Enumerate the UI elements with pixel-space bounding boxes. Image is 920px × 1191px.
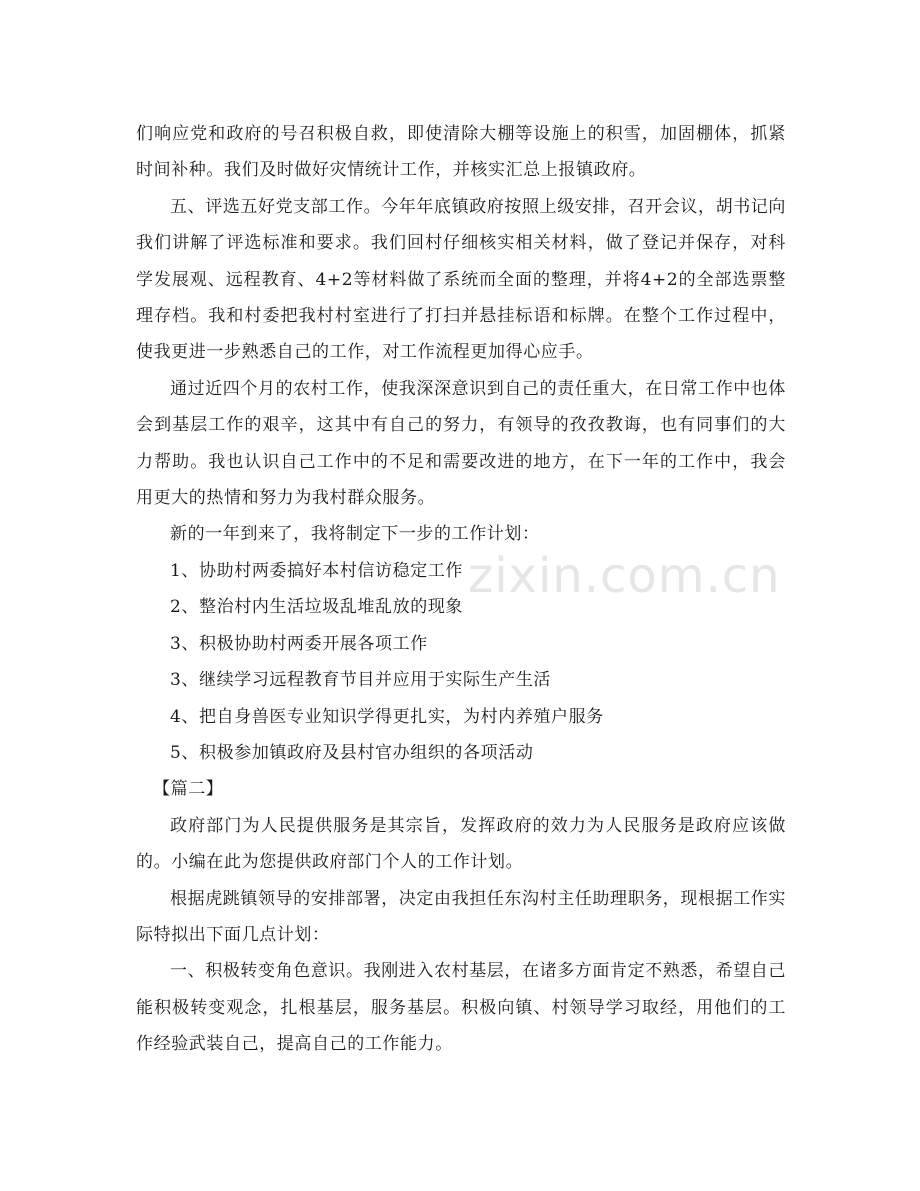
list-item: 4、把自身兽医专业知识学得更扎实，为村内养殖户服务 xyxy=(170,706,604,727)
watermark: zixin.com.cn xyxy=(468,548,781,604)
list-item: 3、继续学习远程教育节目并应用于实际生产生活 xyxy=(170,670,552,691)
paragraph-section-five: 五、评选五好党支部工作。今年年底镇政府按照上级安排，召开会议，胡书记向我们讲解了评选标准和要求。我们回村仔细核实相关材料，做了登记并保存，对科学发展观、远程教育、4+2等材料做了系统而全面的整理，并将4+2的全部选票整理存档。我和村委把我村村室进行了打扫并悬挂标语和标牌。在整个工作过程中，使我更进一步熟悉自己的工作，对工作流程更加得心应手。 xyxy=(136,196,786,363)
document-body xyxy=(136,116,786,1063)
paragraph-purpose: 政府部门为人民提供服务是其宗旨，发挥政府的效力为人民服务是政府应该做的。小编在此为您提供政府部门个人的工作计划。 xyxy=(136,815,786,873)
list-item: 3、积极协助村两委开展各项工作 xyxy=(170,633,428,654)
list-item: 2、整治村内生活垃圾乱堆乱放的现象 xyxy=(170,597,464,618)
paragraph-summary: 通过近四个月的农村工作，使我深深意识到自己的责任重大，在日常工作中也体会到基层工作的艰辛，这其中有自己的努力，有领导的孜孜教诲，也有同事们的大力帮助。我也认识自己工作中的不足和需要改进的地方，在下一年的工作中，我会用更大的热情和努力为我村群众服务。 xyxy=(136,378,786,509)
paragraph-plan-one: 一、积极转变角色意识。我刚进入农村基层，在诸多方面肯定不熟悉，希望自己能积极转变观念，扎根基层，服务基层。积极向镇、村领导学习取经，用他们的工作经验武装自己，提高自己的工作能力。 xyxy=(136,961,786,1055)
paragraph-continuation: 们响应党和政府的号召积极自救，即使清除大棚等设施上的积雪，加固棚体，抓紧时间补种。我们及时做好灾情统计工作，并核实汇总上报镇政府。 xyxy=(136,124,786,181)
list-item: 1、协助村两委搞好本村信访稳定工作 xyxy=(170,560,464,581)
section-heading: 【篇二】 xyxy=(153,779,224,800)
paragraph-appointment: 根据虎跳镇领导的安排部署，决定由我担任东沟村主任助理职务，现根据工作实际特拟出下面几点计划： xyxy=(136,888,786,945)
paragraph-plan-intro: 新的一年到来了，我将制定下一步的工作计划： xyxy=(170,524,540,545)
list-item: 5、积极参加镇政府及县村官办组织的各项活动 xyxy=(170,742,534,763)
